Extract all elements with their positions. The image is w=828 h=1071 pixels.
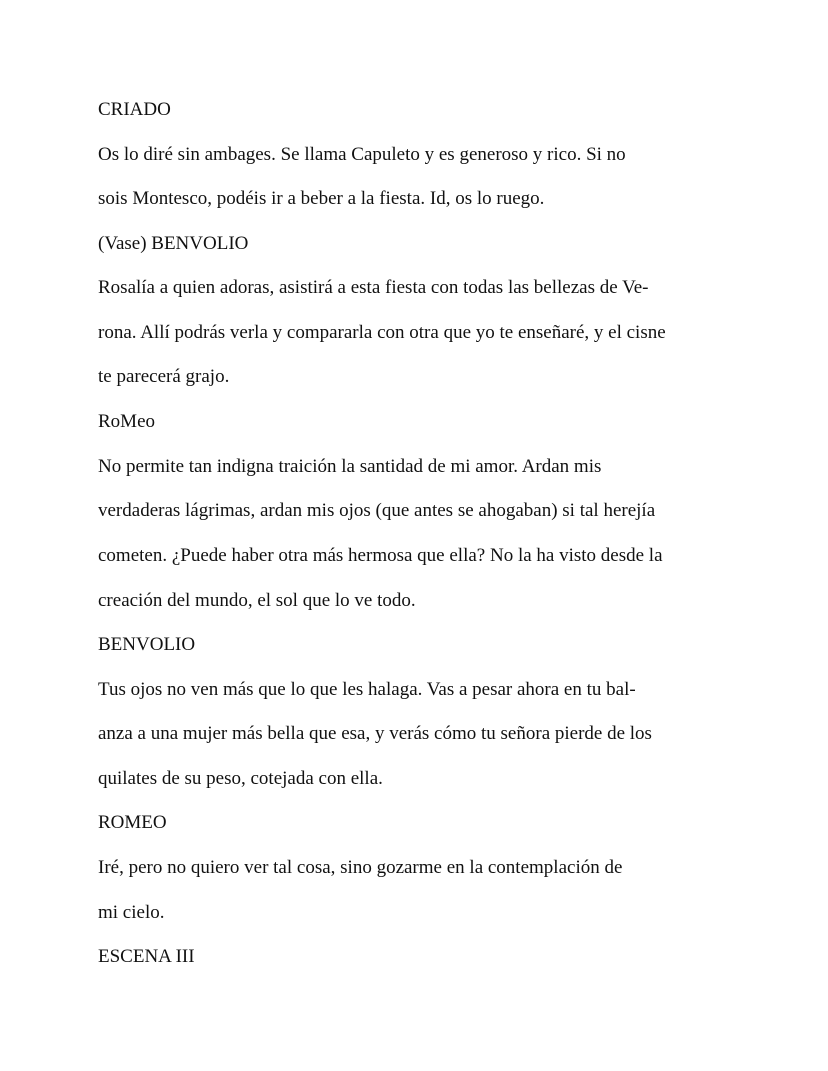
stage-direction-speaker: (Vase) BENVOLIO: [98, 233, 249, 254]
benvolio-speech-line: rona. Allí podrás verla y compararla con otra que yo te enseñaré, y el cisne: [98, 322, 666, 343]
romeo-speech-line: Iré, pero no quiero ver tal cosa, sino gozarme en la contemplación de: [98, 857, 623, 878]
benvolio-speech-line: anza a una mujer más bella que esa, y verás cómo tu señora pierde de los: [98, 723, 652, 744]
speaker-romeo: ROMEO: [98, 812, 167, 833]
romeo-speech-line: creación del mundo, el sol que lo ve todo.: [98, 590, 416, 611]
benvolio-speech-line: Tus ojos no ven más que lo que les halaga. Vas a pesar ahora en tu bal-: [98, 679, 636, 700]
benvolio-speech-line: te parecerá grajo.: [98, 366, 230, 387]
criado-speech-line: sois Montesco, podéis ir a beber a la fiesta. Id, os lo ruego.: [98, 188, 545, 209]
scene-heading: ESCENA III: [98, 946, 195, 967]
romeo-speech-line: cometen. ¿Puede haber otra más hermosa que ella? No la ha visto desde la: [98, 545, 663, 566]
romeo-speech-line: No permite tan indigna traición la santidad de mi amor. Ardan mis: [98, 456, 602, 477]
romeo-speech-line: verdaderas lágrimas, ardan mis ojos (que antes se ahogaban) si tal herejía: [98, 500, 656, 521]
speaker-benvolio: BENVOLIO: [98, 634, 196, 655]
romeo-speech-line: mi cielo.: [98, 902, 165, 923]
speaker-romeo: RoMeo: [98, 411, 155, 432]
benvolio-speech-line: Rosalía a quien adoras, asistirá a esta fiesta con todas las bellezas de Ve-: [98, 277, 649, 298]
speaker-criado: CRIADO: [98, 99, 171, 120]
criado-speech-line: Os lo diré sin ambages. Se llama Capuleto y es generoso y rico. Si no: [98, 144, 626, 165]
benvolio-speech-line: quilates de su peso, cotejada con ella.: [98, 768, 383, 789]
